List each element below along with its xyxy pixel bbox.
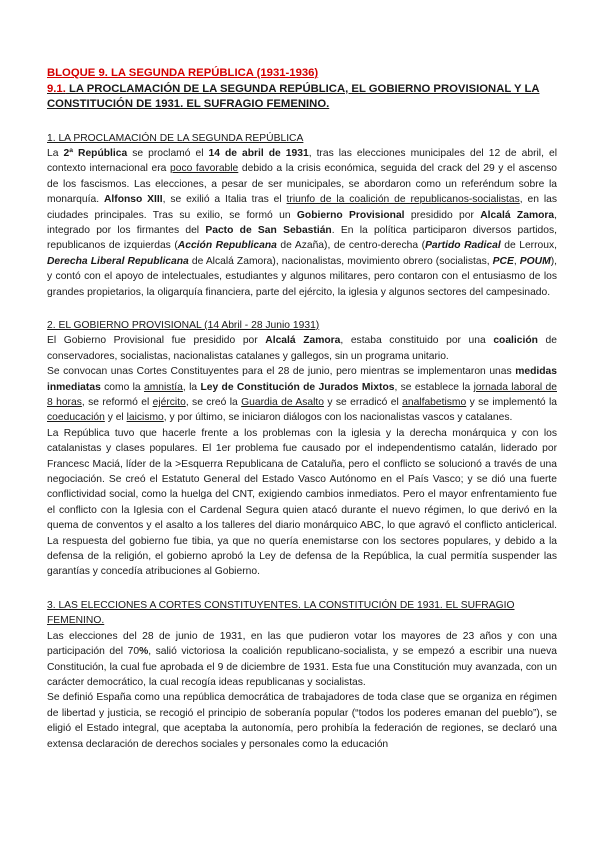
text-bold: coalición: [493, 335, 538, 347]
text-underlined: jornada laboral de 8 horas: [47, 381, 557, 408]
text: , tras las elecciones municipales del 12 de abril, el contexto internacional era: [47, 147, 557, 175]
text: , y por último, se iniciaron diálogos con los nacionalistas vascos y catalanes.: [163, 412, 513, 424]
section-3-paragraph-2: Se definió España como una república democrática de trabajadores de toda clase que se organiza en régimen de libertad y justicia, se recogió el principio de soberanía popular (“todos los poderes emanan del pueblo”), se eligió el Estado integral, que aceptaba la autonomía, pero prohibía la federación de regiones, se declaró una extensa declaración de derechos sociales y personales como la educación: [47, 692, 557, 750]
section-2-paragraph-2: [47, 364, 557, 426]
text: , estaba constituido por una: [340, 335, 494, 347]
section-2-heading: 2. EL GOBIERNO PROVISIONAL (14 Abril - 28 Junio 1931): [47, 319, 320, 331]
section-3-heading: 3. LAS ELECCIONES A CORTES CONSTITUYENTES. LA CONSTITUCIÓN DE 1931. EL SUFRAGIO FEMENINO.: [47, 599, 515, 627]
text-bold: 2ª República: [63, 147, 128, 159]
text-underlined: Guardia de Asalto: [241, 397, 324, 408]
text-bold: Gobierno Provisional: [296, 209, 405, 221]
section-2-paragraph-1: [47, 333, 557, 364]
text: La: [47, 147, 64, 159]
topic-number: 9.1.: [47, 82, 66, 95]
section-1-paragraph: [47, 146, 557, 300]
topic-title: [47, 82, 557, 113]
text-underlined: analfabetismo: [402, 397, 467, 408]
text: de Azaña), de centro-derecha (: [276, 240, 426, 252]
document-content: [47, 66, 557, 752]
text: y se erradicó el: [324, 397, 403, 408]
text-underlined: laicismo: [126, 412, 164, 424]
text-underlined: poco favorable: [170, 163, 239, 175]
text-bold: Alcalá Zamora: [480, 209, 555, 221]
topic-title-text: LA PROCLAMACIÓN DE LA SEGUNDA REPÚBLICA, EL GOBIERNO PROVISIONAL Y LA CONSTITUCIÓN DE 1931. EL SUFRAGIO FEMENINO.: [47, 82, 540, 110]
text-bold: 14 de abril de 1931: [208, 147, 309, 159]
text-bold-italic: Derecha Liberal Republicana: [47, 255, 189, 267]
text: se proclamó el: [127, 147, 209, 159]
text: El Gobierno Provisional fue presidido por: [47, 335, 266, 347]
text: , la: [182, 381, 201, 393]
text: de conservadores, socialistas, nacionalistas catalanes y gallegos, sin un programa unitario.: [47, 335, 557, 362]
text-bold: Pacto de San Sebastián: [205, 224, 332, 236]
text-bold-italic: PCE: [492, 255, 514, 267]
text: , se exilió a Italia tras el: [162, 194, 287, 206]
text-bold: %: [139, 646, 149, 658]
text-bold-italic: Partido Radical: [425, 240, 501, 252]
text-bold: Ley de Constitución de Jurados Mixtos: [200, 381, 395, 393]
text-underlined: amnistía: [143, 381, 183, 393]
text-bold: Alcalá Zamora: [265, 335, 341, 347]
text: Se convocan unas Cortes Constituyentes para el 28 de junio, pero mientras se implementaron unas: [47, 366, 516, 378]
section-2-paragraph-3: La República tuvo que hacerle frente a los problemas con la iglesia y la derecha monárquica y con los catalanistas y clases populares. El 1er problema fue causado por el independentismo catalán, liderado por Francesc Maciá, líder de la >Esquerra Republicana de Cataluña, pero el conflicto se solucionó a través de una negociación. Se creó el Estatuto General del Estado Vasco Autónomo en el País Vasco; y se dió una fuerte conflictividad social, como la huelga del CNT, exigiendo cambios inmediatos. Pero el mayor enfrentamiento fue el conflicto con la Iglesia con el Cardenal Segura quien atacó durante el nuevo régimen, lo que derivó en la quema de conventos y el asalto a los talleres del diario monárquico ABC, lo que agravó el conflicto anticlerical. La respuesta del gobierno fue tibia, ya que no quería enemistarse con los sectores populares, y debido a la defensa de la religión, el gobierno aprobó la Ley de defensa de la República, la cual permitía suspender las garantías y concedía atribuciones al Gobierno.: [47, 427, 557, 578]
text: , se establece la: [394, 381, 474, 393]
text: Las elecciones del 28 de junio de 1931, en las que pudieron votar los mayores de 23 años y con una participación del 70: [47, 630, 557, 658]
text: y se implementó la: [466, 397, 557, 408]
text: ,: [513, 255, 520, 267]
text: , se creó la: [185, 397, 242, 408]
text-bold-italic: POUM: [519, 255, 551, 267]
text: como la: [100, 381, 144, 393]
text: y el: [104, 412, 127, 424]
text-bold: Alfonso XIII: [103, 194, 163, 206]
text: , en las ciudades principales. Tras su exilio, se formó un: [47, 194, 557, 221]
text: de Lerroux,: [500, 240, 557, 252]
text: . En la política participaron diversos partidos, republicanos de izquierdas (: [47, 224, 557, 252]
text: presidido por: [404, 209, 481, 221]
text: , se reformó el: [81, 397, 153, 408]
text-bold-italic: Acción Republicana: [177, 240, 277, 252]
text: , salió victoriosa la coalición republicano-socialista, y se empezó a escribir una nueva Constitución, la cual fue aprobada el 9 de diciembre de 1931. Esta fue una Constitución muy avanzada, con un carácter democrático, la cual recogía ideas republicanas y socialistas.: [47, 646, 557, 688]
text-underlined: coeducación: [47, 412, 105, 424]
text: ), y contó con el apoyo de intelectuales, estudiantes y algunos militares, pero contaron con el entusiasmo de los grandes propietarios, la oligarquía financiera, parte del ejército, la iglesia y algunos sectores del campesinado.: [47, 255, 557, 298]
text: debido a la crisis económica, seguida del crack del 29 y el ascenso de los fascismos. Las elecciones, a pesar de ser municipales, se abordaron como un referéndum sobre la monarquía.: [47, 163, 557, 206]
text-bold: medidas inmediatas: [47, 366, 557, 393]
text-underlined: triunfo de la coalición de republicanos-socialistas: [286, 194, 520, 206]
section-1-heading: 1. LA PROCLAMACIÓN DE LA SEGUNDA REPÚBLICA: [47, 132, 304, 144]
block-title: BLOQUE 9. LA SEGUNDA REPÚBLICA (1931-1936): [47, 67, 319, 79]
text: , integrado por los firmantes del: [47, 209, 557, 236]
text: de Alcalá Zamora), nacionalistas, movimiento obrero (socialistas,: [188, 255, 493, 267]
text-underlined: ejército: [152, 397, 186, 408]
section-3-paragraph-1: [47, 629, 557, 691]
